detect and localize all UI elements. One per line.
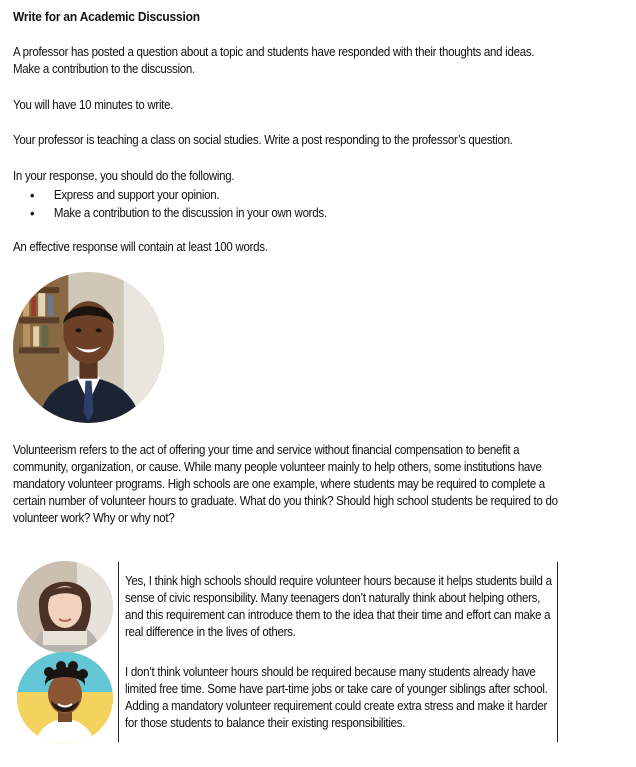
student-1-avatar (17, 561, 113, 653)
discussion-divider-left (118, 562, 119, 742)
student-2-response: I don’t think volunteer hours should be required because many students already have limited free time. Some have part-time jobs or take care of younger siblings after school. Adding a mandatory volunteer requirement could create extra stress and make it harder for those students to balance their existing responsibilities. (125, 665, 548, 730)
professor-context: Your professor is teaching a class on social studies. Write a post responding to the professor’s question. (13, 133, 513, 147)
instruction-item: • Express and support your opinion. (30, 186, 327, 204)
response-heading: In your response, you should do the following. (13, 169, 235, 183)
instruction-list (30, 186, 327, 222)
student-1-response: Yes, I think high schools should require volunteer hours because it helps students build a sense of civic responsibility. Many teenagers don’t naturally think about helping others, and this requirement can introduce them to the idea that their time and effort can make a real difference in the lives of others. (125, 574, 552, 639)
page-title: Write for an Academic Discussion (13, 9, 200, 24)
time-note: You will have 10 minutes to write. (13, 98, 174, 112)
student-2-photo-icon (17, 652, 113, 744)
intro-paragraph: A professor has posted a question about a topic and students have responded with their thoughts and ideas. Make a contribution to the discussion. (13, 45, 535, 76)
professor-question: Volunteerism refers to the act of offering your time and service without financial compensation to benefit a community, organization, or cause. While many people volunteer mainly to help others, some institutions have mandatory volunteer programs. High schools are one example, where students may be required to complete a certain number of volunteer hours to graduate. What do you think? Should high school students be required to do volunteer work? Why or why not? (13, 443, 558, 525)
word-requirement: An effective response will contain at least 100 words. (13, 240, 268, 254)
student-1-photo-icon (17, 561, 113, 653)
instruction-item: • Make a contribution to the discussion in your own words. (30, 204, 327, 222)
professor-avatar (13, 272, 164, 423)
student-2-avatar (17, 652, 113, 744)
professor-photo-icon (13, 272, 164, 423)
